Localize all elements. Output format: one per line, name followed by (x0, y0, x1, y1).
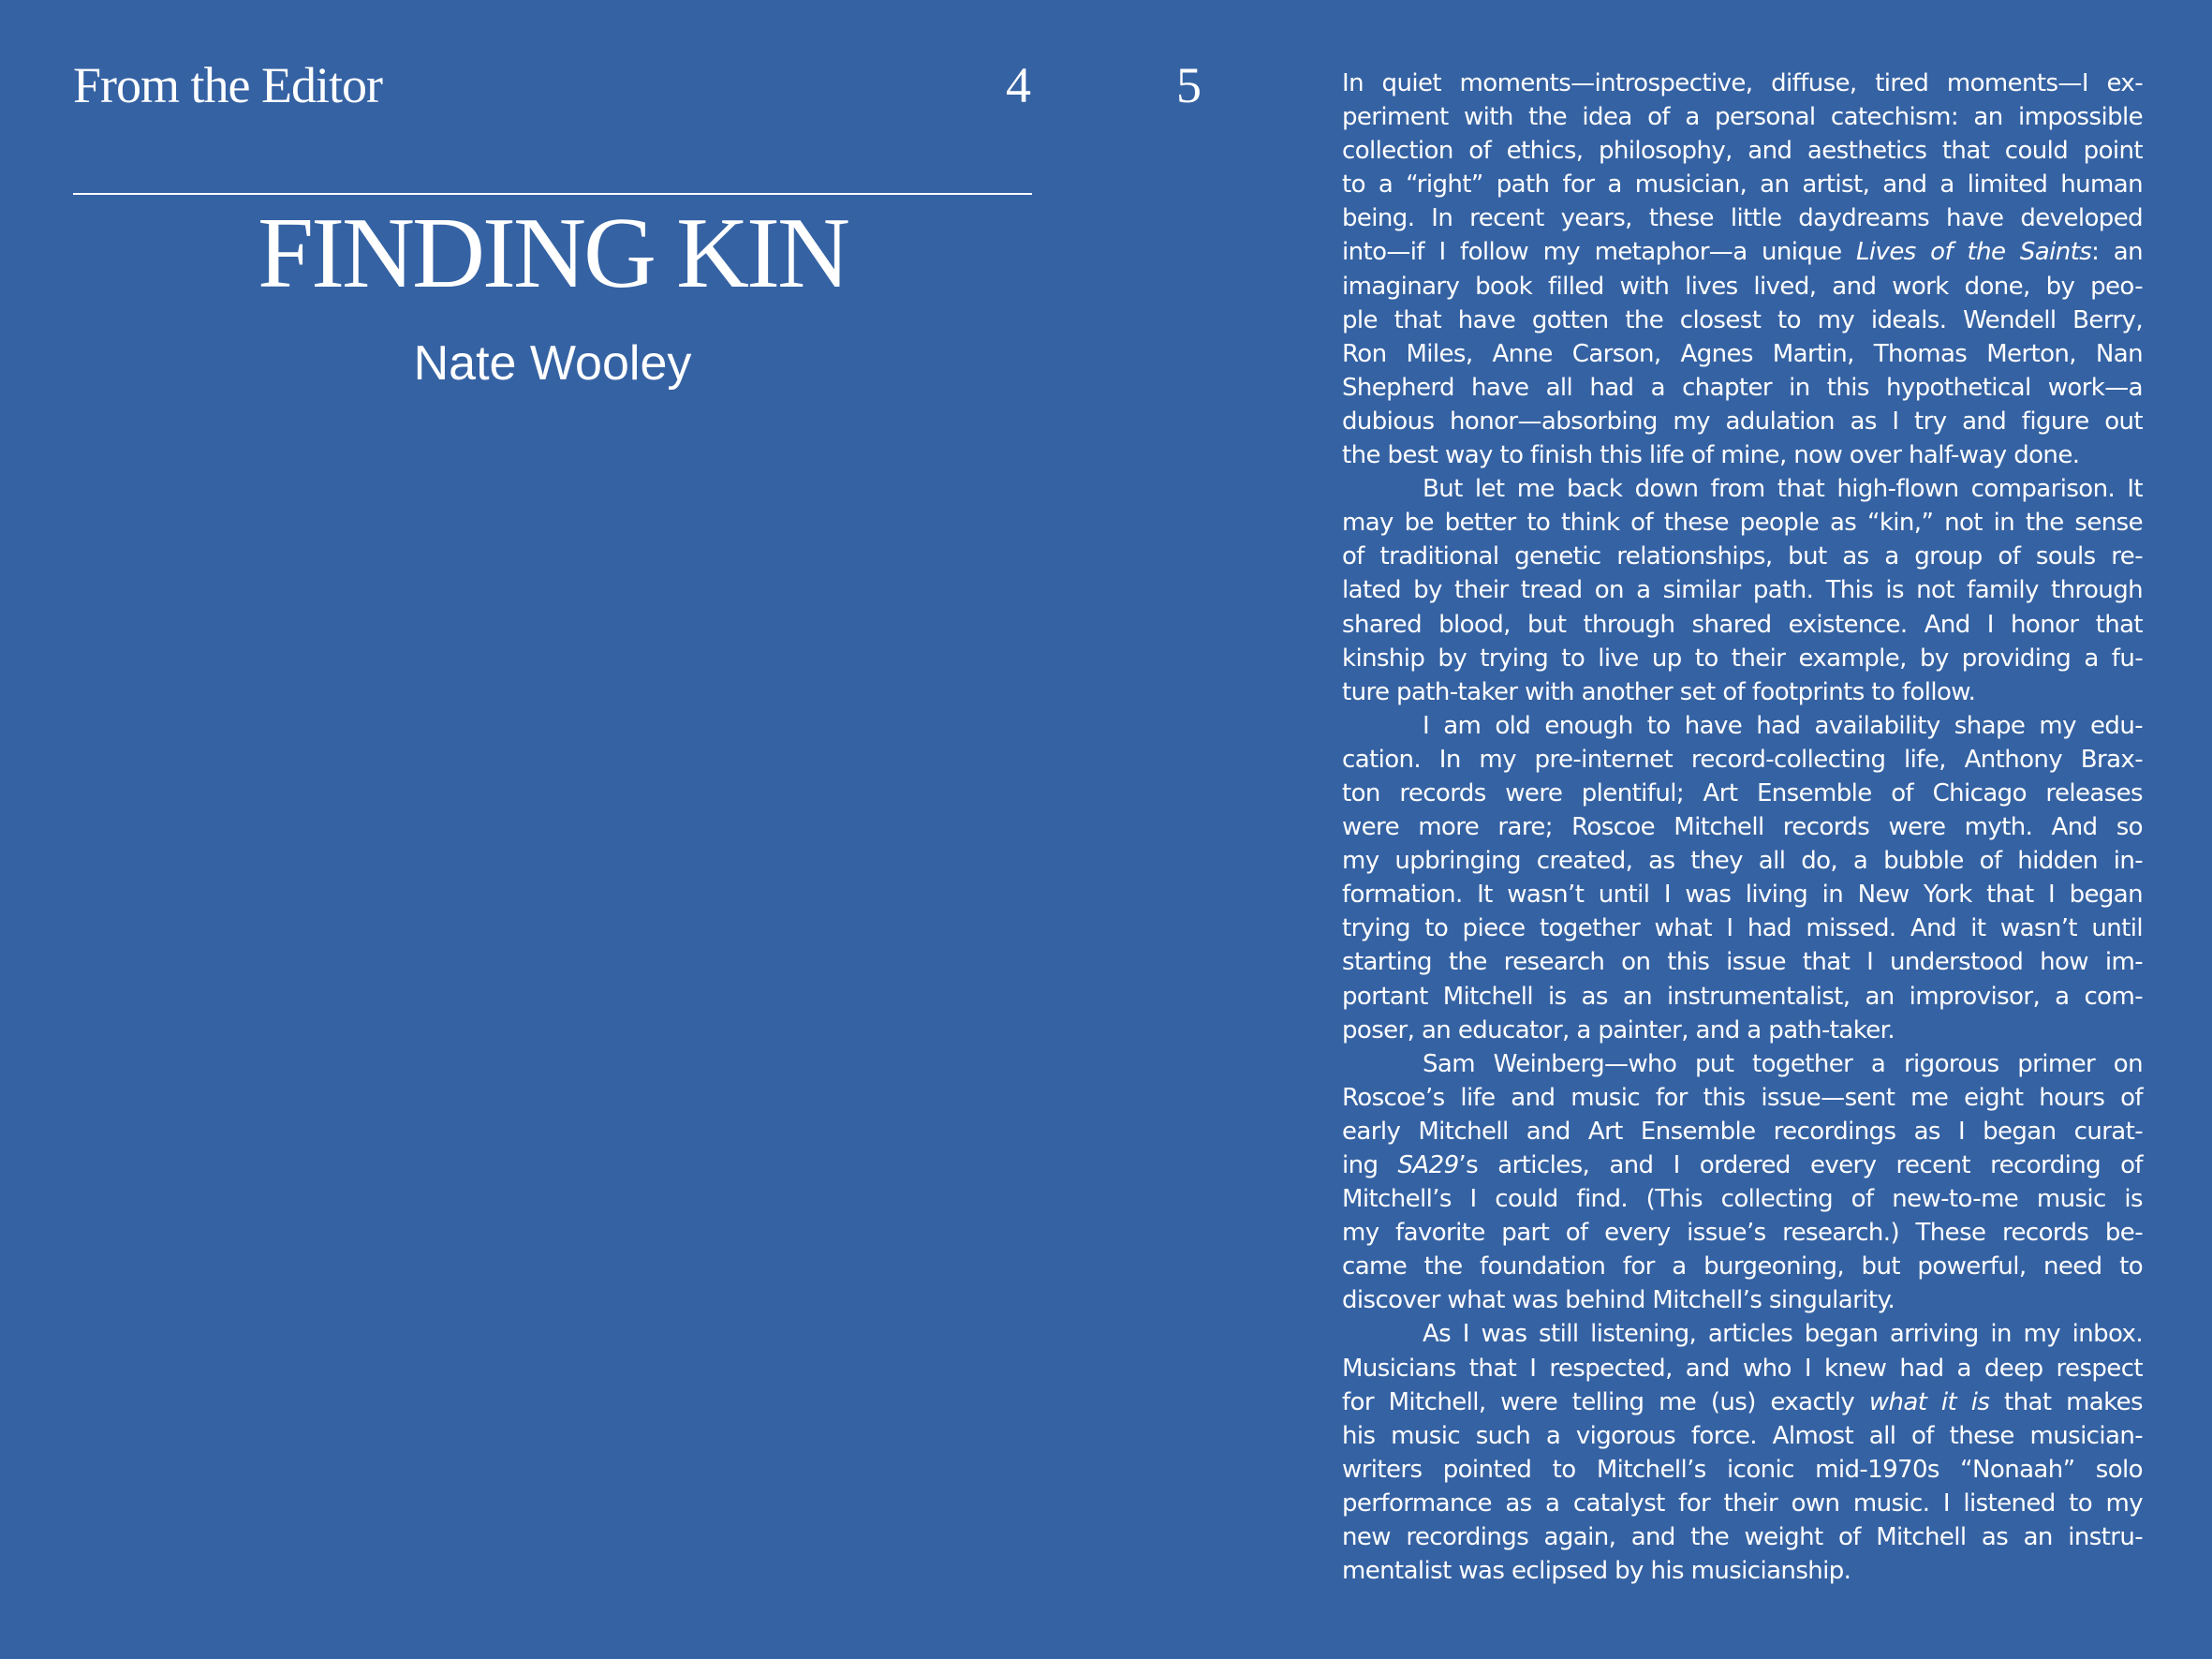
body-line: portant Mitchell is as an instrumentalist, an improvisor, a com- (1342, 982, 2143, 1011)
body-line: were more rare; Roscoe Mitchell records were myth. And so (1342, 813, 2143, 842)
body-line: discover what was behind Mitchell’s singularity. (1342, 1286, 1895, 1315)
body-line: lated by their tread on a similar path. This is not family through (1342, 576, 2143, 605)
italic-title: Lives of the Saints (1856, 238, 2092, 267)
body-line: of traditional genetic relationships, but as a group of souls re- (1342, 542, 2143, 571)
body-line: being. In recent years, these little daydreams have developed (1342, 204, 2143, 233)
body-line: mentalist was eclipsed by his musicianship. (1342, 1557, 1851, 1586)
body-line: dubious honor—absorbing my adulation as I try and figure out (1342, 407, 2143, 436)
article-body (1342, 67, 2143, 1588)
body-line: may be better to think of these people as “kin,” not in the sense (1342, 509, 2143, 538)
body-line: Ron Miles, Anne Carson, Agnes Martin, Thomas Merton, Nan (1342, 339, 2143, 368)
article-title: FINDING KIN (258, 198, 848, 309)
body-line: Mitchell’s I could find. (This collecting of new-to-me music is (1342, 1185, 2143, 1214)
body-line: In quiet moments—introspective, diffuse, tired moments—I ex- (1342, 69, 2143, 97)
italic-title: SA29 (1397, 1151, 1459, 1179)
body-line: early Mitchell and Art Ensemble recordings as I began curat- (1342, 1117, 2143, 1146)
body-line: to a “right” path for a musician, an artist, and a limited human (1342, 170, 2143, 200)
body-line: came the foundation for a burgeoning, but powerful, need to (1342, 1252, 2143, 1281)
body-line: But let me back down from that high-flown comparison. It (1423, 475, 2143, 504)
body-line: Musicians that I respected, and who I knew had a deep respect (1342, 1354, 2143, 1383)
body-line: imaginary book filled with lives lived, and work done, by peo- (1342, 272, 2143, 301)
title-rule (73, 193, 1032, 195)
body-line: into—if I follow my metaphor—a unique Lives of the Saints: an (1342, 238, 2143, 267)
body-line: Shepherd have all had a chapter in this hypothetical work—a (1342, 373, 2143, 402)
body-line: his music such a vigorous force. Almost all of these musician- (1342, 1421, 2143, 1450)
body-line: kinship by trying to live up to their example, by providing a fu- (1342, 644, 2143, 673)
body-line: my upbringing created, as they all do, a bubble of hidden in- (1342, 847, 2143, 876)
body-line: As I was still listening, articles began arriving in my inbox. (1423, 1320, 2143, 1349)
body-line: cation. In my pre-internet record-collecting life, Anthony Brax- (1342, 745, 2143, 774)
body-line: my favorite part of every issue’s research.) These records be- (1342, 1219, 2143, 1248)
section-label: From the Editor (73, 57, 382, 113)
body-line: writers pointed to Mitchell’s iconic mid-1970s “Nonaah” solo (1342, 1455, 2143, 1484)
body-line: formation. It wasn’t until I was living in New York that I began (1342, 881, 2143, 910)
body-line: Sam Weinberg—who put together a rigorous primer on (1423, 1049, 2143, 1078)
body-line: periment with the idea of a personal catechism: an impossible (1342, 103, 2143, 132)
body-line: ton records were plentiful; Art Ensemble of Chicago releases (1342, 778, 2143, 807)
body-line: for Mitchell, were telling me (us) exactly what it is that makes (1342, 1387, 2143, 1416)
body-line: shared blood, but through shared existence. And I honor that (1342, 610, 2143, 639)
body-line: trying to piece together what I had missed. And it wasn’t until (1342, 914, 2143, 943)
article-author: Nate Wooley (413, 336, 692, 391)
body-line: Roscoe’s life and music for this issue—sent me eight hours of (1342, 1083, 2143, 1112)
body-line: ple that have gotten the closest to my ideals. Wendell Berry, (1342, 305, 2143, 334)
body-line: the best way to finish this life of mine, now over half-way done. (1342, 441, 2080, 470)
body-line: starting the research on this issue that I understood how im- (1342, 948, 2143, 977)
page-number-left: 4 (1006, 57, 1031, 113)
page-number-right: 5 (1176, 57, 1202, 113)
body-line: new recordings again, and the weight of Mitchell as an instru- (1342, 1523, 2143, 1552)
italic-title: what it is (1868, 1387, 1990, 1416)
body-line: ing SA29’s articles, and I ordered every recent recording of (1342, 1151, 2143, 1179)
body-line: ture path-taker with another set of footprints to follow. (1342, 677, 1976, 706)
body-line: performance as a catalyst for their own music. I listened to my (1342, 1489, 2143, 1518)
body-line: collection of ethics, philosophy, and aesthetics that could point (1342, 137, 2143, 166)
body-line: I am old enough to have had availability shape my edu- (1423, 711, 2143, 740)
body-line: poser, an educator, a painter, and a path-taker. (1342, 1015, 1895, 1044)
